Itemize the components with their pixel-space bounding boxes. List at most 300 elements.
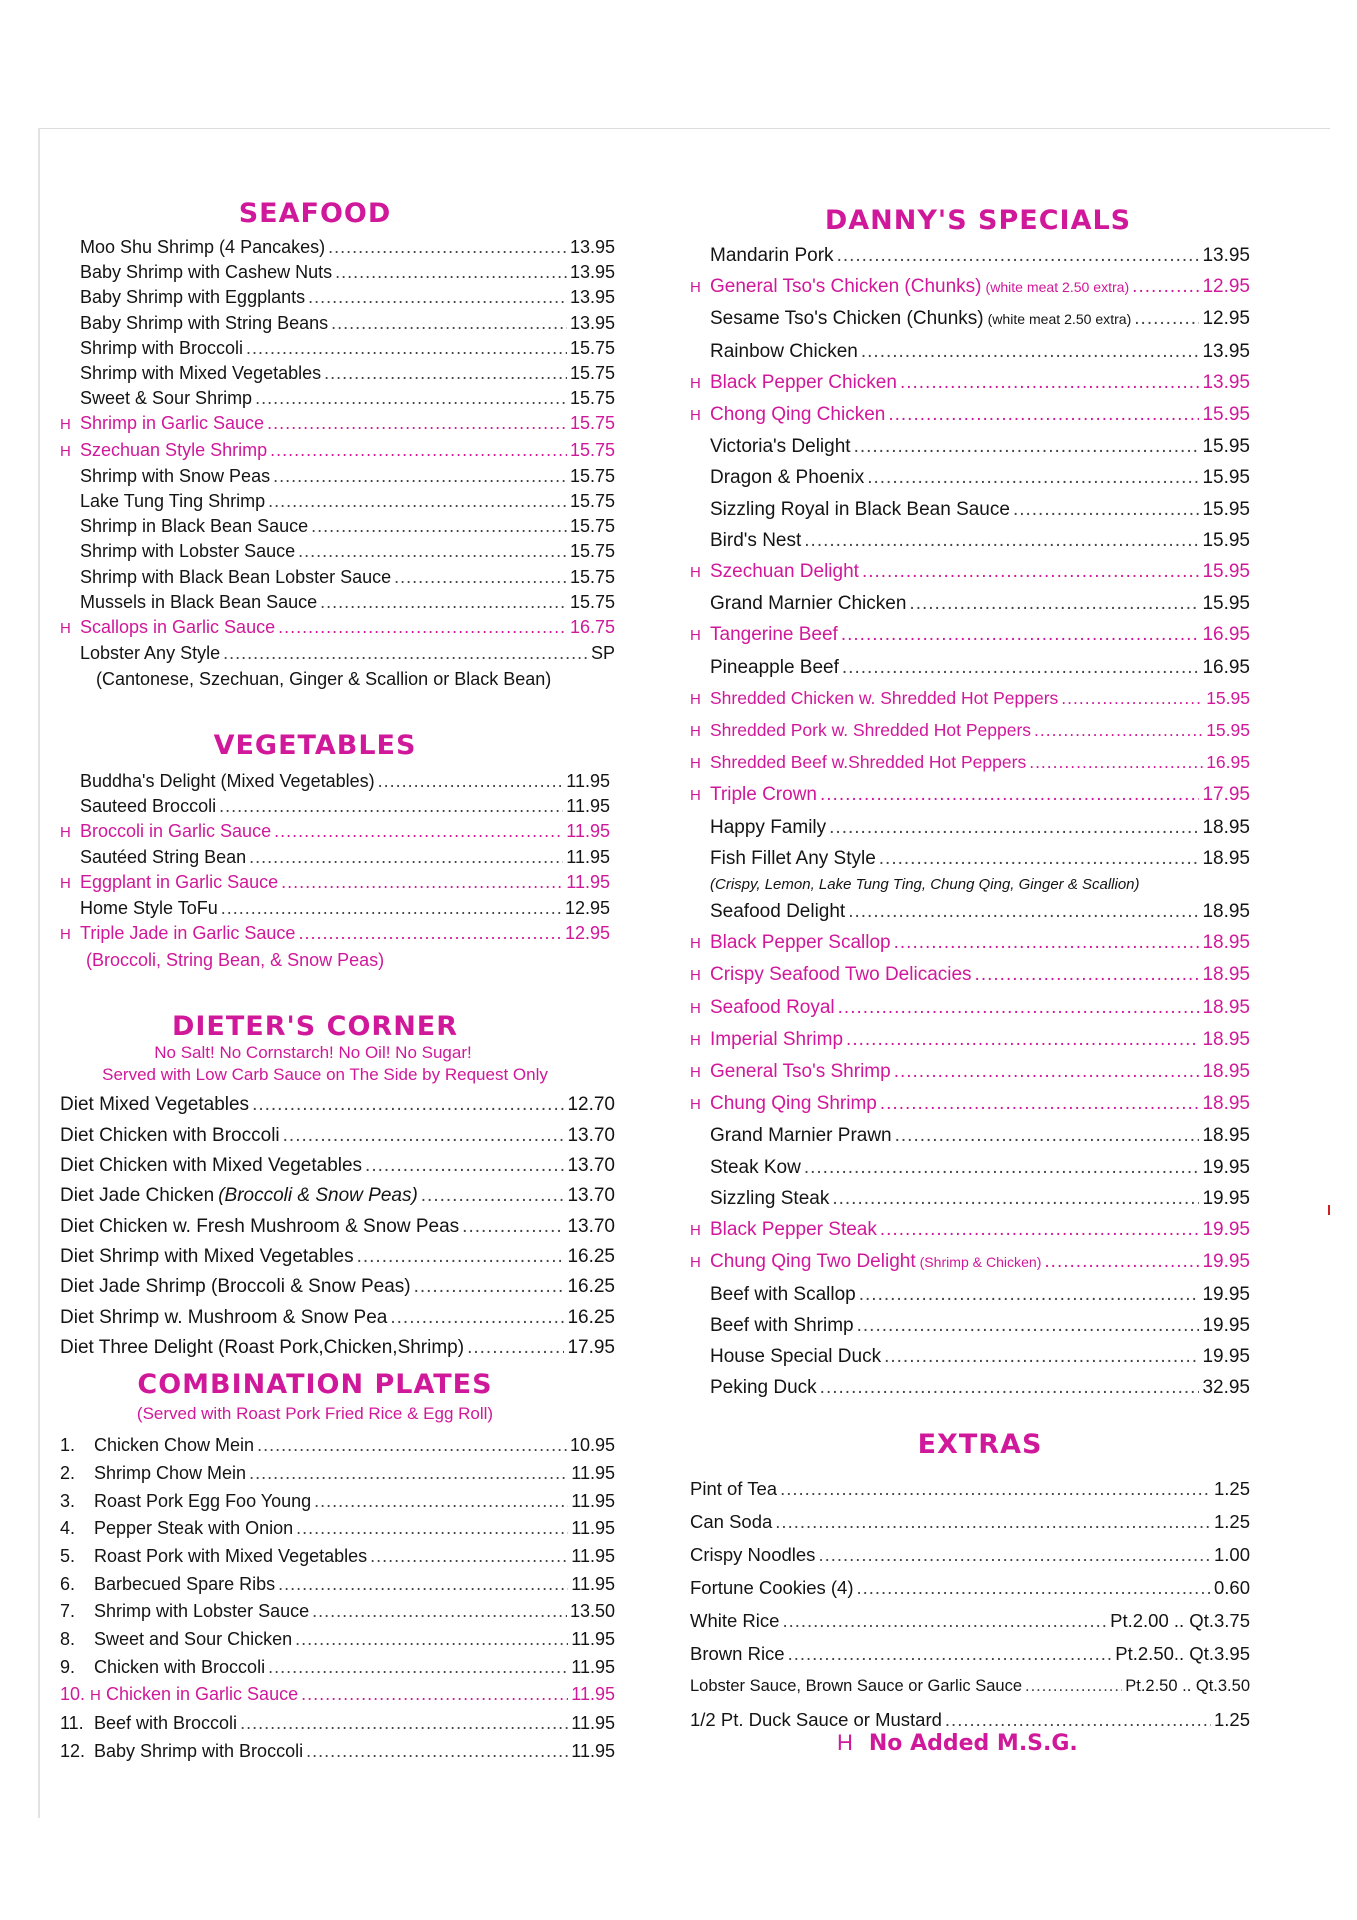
item-name: Black Pepper Steak [710, 1219, 877, 1241]
item-price: 16.95 [1202, 656, 1250, 678]
item-name: Szechuan Style Shrimp [80, 439, 268, 460]
diet-item [60, 1121, 615, 1151]
dot-leader [390, 1303, 564, 1333]
dot-leader [846, 1024, 1199, 1055]
dot-leader [249, 1460, 568, 1488]
item-price: 19.95 [1202, 1219, 1250, 1241]
item-name: Shredded Chicken w. Shredded Hot Peppers [710, 687, 1059, 708]
item-name: Diet Jade Chicken [60, 1185, 215, 1207]
seafood-item [60, 386, 615, 411]
item-price: 15.75 [569, 388, 615, 409]
special-item [690, 1279, 1250, 1310]
item-name: House Special Duck [710, 1345, 882, 1367]
item-price: 18.95 [1202, 1061, 1250, 1083]
item-price: 16.25 [567, 1306, 615, 1328]
dot-leader [829, 812, 1199, 843]
item-name: Beef with Scallop [710, 1283, 856, 1305]
combination-item [60, 1710, 615, 1738]
item-price: 11.95 [571, 1684, 615, 1705]
item-name: Rainbow Chicken [710, 340, 858, 362]
seafood-item [60, 285, 615, 310]
hot-spicy-mark: H [690, 407, 701, 425]
item-name: Steak Kow [710, 1156, 801, 1178]
item-name: Brown Rice [690, 1643, 785, 1665]
combination-item [60, 1681, 615, 1710]
special-item [690, 959, 1250, 991]
combination-list [60, 1432, 615, 1765]
dot-leader [818, 1538, 1211, 1571]
item-name: Shrimp with Mixed Vegetables [80, 363, 322, 384]
left-column [60, 198, 625, 1766]
item-number: 10. [60, 1684, 86, 1705]
extra-item [690, 1505, 1250, 1538]
dot-leader [462, 1212, 564, 1242]
dot-leader [281, 870, 563, 895]
item-name: Buddha's Delight (Mixed Vegetables) [80, 771, 375, 792]
right-column [690, 205, 1265, 1736]
dot-leader [240, 1710, 568, 1738]
item-price: 12.95 [564, 923, 610, 944]
seafood-item [60, 489, 615, 514]
seafood-item [60, 565, 615, 590]
dot-leader [308, 285, 567, 310]
item-name: Diet Shrimp with Mixed Vegetables [60, 1245, 354, 1267]
seafood-note: (Cantonese, Szechuan, Ginger & Scallion or Black Bean) [96, 669, 552, 690]
dot-leader [255, 386, 567, 411]
special-item [690, 1372, 1250, 1403]
dot-leader [856, 1571, 1211, 1604]
item-price: 11.95 [571, 1629, 615, 1650]
special-item [690, 240, 1250, 271]
extras-list [690, 1472, 1250, 1736]
dot-leader [837, 240, 1200, 271]
item-price: 13.95 [1202, 340, 1250, 362]
diet-item [60, 1333, 615, 1363]
item-name: Eggplant in Garlic Sauce [80, 872, 279, 893]
dot-leader [223, 641, 588, 666]
dot-leader [306, 1738, 568, 1766]
item-price: 15.75 [569, 363, 615, 384]
item-price: 19.95 [1202, 1251, 1250, 1273]
hot-spicy-mark: H [60, 620, 71, 638]
special-item [690, 1088, 1250, 1120]
item-price: 13.70 [567, 1185, 615, 1207]
item-name: Fortune Cookies (4) [690, 1577, 854, 1599]
hot-spicy-mark: H [690, 935, 701, 953]
dot-leader [820, 1372, 1200, 1403]
dot-leader [900, 367, 1200, 398]
item-price: 19.95 [1202, 1156, 1250, 1178]
special-item [690, 1341, 1250, 1372]
specials-list [690, 240, 1250, 1403]
item-price: 19.95 [1202, 1314, 1250, 1336]
seafood-item [60, 411, 615, 437]
dot-leader [394, 565, 567, 590]
item-price: 11.95 [571, 1545, 615, 1566]
dieters-list [60, 1090, 615, 1363]
dot-leader [909, 588, 1199, 619]
item-name: Mandarin Pork [710, 245, 834, 266]
item-name: Shredded Pork w. Shredded Hot Peppers [710, 720, 1032, 741]
special-item [690, 1246, 1250, 1278]
special-item [690, 336, 1250, 367]
item-name: General Tso's Shrimp [710, 1061, 891, 1083]
item-price: 18.95 [1202, 816, 1250, 838]
item-name: Diet Three Delight (Roast Pork,Chicken,Shrimp) [60, 1336, 465, 1358]
special-item [690, 1183, 1250, 1214]
special-item [690, 683, 1250, 715]
special-item [690, 588, 1250, 619]
dieters-heading: DIETER'S CORNER [171, 1011, 459, 1043]
dot-leader [888, 399, 1199, 430]
item-price: 15.75 [569, 541, 615, 562]
dot-leader [804, 525, 1199, 556]
dot-leader [859, 1279, 1200, 1310]
dot-leader [857, 1310, 1200, 1341]
item-name: Pepper Steak with Onion [94, 1518, 294, 1539]
item-price: 15.75 [569, 439, 615, 460]
dot-leader [283, 1121, 565, 1151]
item-name: Dragon & Phoenix [710, 467, 865, 489]
seafood-list [60, 235, 615, 666]
hot-spicy-mark: H [690, 1222, 701, 1240]
combination-item [60, 1432, 615, 1460]
item-price: 11.95 [571, 1713, 615, 1734]
combination-item [60, 1626, 615, 1654]
hot-mark: H [837, 1730, 853, 1755]
dot-leader [1013, 494, 1200, 525]
special-item [690, 652, 1250, 683]
hot-spicy-mark: H [690, 967, 701, 985]
item-name: Roast Pork Egg Foo Young [94, 1490, 312, 1511]
seafood-item [60, 514, 615, 539]
special-item [690, 1024, 1250, 1056]
combination-item [60, 1571, 615, 1599]
seafood-item [60, 361, 615, 386]
item-price: 13.95 [569, 262, 615, 283]
item-price: 15.95 [1202, 436, 1250, 458]
item-name: Shrimp with Black Bean Lobster Sauce [80, 566, 392, 587]
item-price: 1.00 [1213, 1544, 1250, 1566]
special-item [690, 494, 1250, 525]
item-price: 17.95 [567, 1336, 615, 1358]
hot-spicy-mark: H [690, 999, 701, 1017]
item-price: 11.95 [571, 1490, 615, 1511]
seafood-item [60, 539, 615, 564]
item-price: 32.95 [1202, 1377, 1250, 1399]
dot-leader [365, 1151, 564, 1181]
item-price: 13.95 [569, 237, 615, 257]
item-name: Diet Mixed Vegetables [60, 1094, 250, 1116]
dot-leader [467, 1333, 564, 1363]
item-price: 15.95 [1202, 593, 1250, 615]
item-price: 15.95 [1202, 561, 1250, 583]
dot-leader [331, 311, 567, 336]
item-price: 16.95 [1206, 752, 1250, 773]
dot-leader [301, 1681, 568, 1709]
dot-leader [267, 411, 567, 436]
seafood-item [60, 260, 615, 285]
dot-leader [268, 489, 567, 514]
hot-spicy-mark: H [90, 1687, 101, 1705]
item-price: 15.75 [569, 465, 615, 486]
dot-leader [278, 615, 567, 640]
item-price: 11.95 [571, 1518, 615, 1539]
special-item [690, 619, 1250, 651]
item-price: 11.95 [566, 872, 610, 893]
dot-leader [314, 1488, 568, 1516]
dot-leader [848, 896, 1199, 927]
item-price: 13.50 [569, 1601, 615, 1622]
extras-heading: EXTRAS [917, 1429, 1043, 1461]
item-note: (Broccoli & Snow Peas) [218, 1185, 418, 1207]
special-item [690, 399, 1250, 431]
item-number: 8. [60, 1629, 76, 1650]
item-name: Peking Duck [710, 1377, 817, 1399]
dot-leader [775, 1505, 1211, 1538]
vegetable-item [60, 870, 610, 896]
item-price: 18.95 [1202, 996, 1250, 1018]
special-item [690, 462, 1250, 493]
dot-leader [324, 361, 567, 386]
item-name: Sizzling Royal in Black Bean Sauce [710, 498, 1010, 520]
dot-leader [328, 235, 567, 260]
item-name: Diet Chicken with Mixed Vegetables [60, 1155, 363, 1177]
dot-leader [378, 769, 564, 794]
item-name: Triple Crown [710, 784, 817, 806]
hot-spicy-mark: H [690, 1064, 701, 1082]
item-number: 12. [60, 1740, 86, 1761]
special-item [690, 896, 1250, 927]
item-name: Diet Shrimp w. Mushroom & Snow Pea [60, 1306, 388, 1328]
vegetable-item [60, 845, 610, 870]
item-price: 15.75 [569, 516, 615, 537]
combination-item [60, 1654, 615, 1682]
item-name: Broccoli in Garlic Sauce [80, 821, 272, 842]
item-name: Black Pepper Chicken [710, 371, 897, 393]
item-price: 15.95 [1206, 687, 1250, 708]
dot-leader [861, 336, 1200, 367]
dot-leader [780, 1472, 1211, 1505]
seafood-item [60, 311, 615, 336]
item-price: 11.95 [571, 1462, 615, 1483]
dot-leader [1044, 1246, 1199, 1277]
item-price: 15.95 [1206, 720, 1250, 741]
item-price: 12.70 [567, 1094, 615, 1116]
diet-item [60, 1181, 615, 1211]
hot-spicy-mark: H [690, 1031, 701, 1049]
item-price: 13.95 [1202, 371, 1250, 393]
dot-leader [895, 1120, 1200, 1151]
item-price: 15.95 [1202, 404, 1250, 426]
item-price: 16.75 [569, 617, 615, 638]
special-item [690, 779, 1250, 811]
item-price: 12.95 [1202, 276, 1250, 298]
item-name: Szechuan Delight [710, 561, 859, 583]
item-price: 1.25 [1213, 1709, 1250, 1731]
item-price: 10.95 [569, 1435, 615, 1456]
special-item [690, 367, 1250, 399]
hot-spicy-mark: H [690, 374, 701, 392]
dot-leader [862, 556, 1200, 587]
vegetables-heading: VEGETABLES [213, 730, 417, 762]
dot-leader [867, 462, 1199, 493]
item-price: 11.95 [571, 1656, 615, 1677]
dot-leader [879, 843, 1200, 874]
item-name: Shrimp Chow Mein [94, 1462, 247, 1483]
item-price: 11.95 [566, 821, 610, 842]
item-price: Pt.2.50 .. Qt.3.50 [1125, 1677, 1250, 1696]
item-price: 15.75 [569, 413, 615, 434]
item-price: 0.60 [1213, 1577, 1250, 1599]
item-price: 18.95 [1202, 847, 1250, 869]
dot-leader [298, 921, 562, 946]
item-name: General Tso's Chicken (Chunks) [710, 276, 982, 298]
dieters-rule-line: No Salt! No Cornstarch! No Oil! No Sugar! [154, 1043, 472, 1063]
special-item [690, 431, 1250, 462]
item-name: Grand Marnier Chicken [710, 593, 907, 615]
seafood-item [60, 336, 615, 361]
vegetable-item [60, 921, 610, 947]
combination-item [60, 1488, 615, 1516]
item-price: 15.75 [569, 566, 615, 587]
dot-leader [975, 959, 1200, 990]
dot-leader [249, 845, 563, 870]
item-price: 12.95 [564, 898, 610, 919]
item-name: Beef with Shrimp [710, 1314, 854, 1336]
extra-item [690, 1670, 1250, 1703]
dot-leader [270, 438, 567, 463]
seafood-item [60, 590, 615, 615]
item-price: 11.95 [571, 1740, 615, 1761]
special-item [690, 927, 1250, 959]
diet-item [60, 1272, 615, 1302]
item-price: 13.95 [569, 287, 615, 308]
dot-leader [788, 1637, 1113, 1670]
item-price: 18.95 [1202, 964, 1250, 986]
item-name: Sesame Tso's Chicken (Chunks) [710, 308, 984, 330]
hot-spicy-mark: H [690, 787, 701, 805]
item-name: Lobster Any Style [80, 643, 221, 664]
item-name: Shredded Beef w.Shredded Hot Peppers [710, 752, 1027, 773]
item-name: Home Style ToFu [80, 898, 218, 919]
item-name: Sweet and Sour Chicken [94, 1629, 293, 1650]
item-name: Sweet & Sour Shrimp [80, 388, 253, 409]
special-item [690, 1152, 1250, 1183]
item-price: 16.25 [567, 1276, 615, 1298]
dot-leader [841, 619, 1200, 650]
item-name: Diet Jade Shrimp (Broccoli & Snow Peas) [60, 1276, 411, 1298]
item-note: (Shrimp & Chicken) [919, 1254, 1042, 1271]
item-price: 15.95 [1202, 467, 1250, 489]
extra-item [690, 1637, 1250, 1670]
hot-spicy-mark: H [690, 1096, 701, 1114]
item-number: 1. [60, 1435, 76, 1456]
item-price: 11.95 [566, 847, 610, 868]
item-name: Shrimp with Snow Peas [80, 465, 271, 486]
hot-spicy-mark: H [60, 926, 71, 944]
item-note: (white meat 2.50 extra) [987, 311, 1132, 328]
item-price: 19.95 [1202, 1283, 1250, 1305]
item-price: 16.95 [1202, 624, 1250, 646]
item-number: 4. [60, 1518, 76, 1539]
item-price: SP [590, 643, 615, 664]
item-price: Pt.2.50.. Qt.3.95 [1115, 1643, 1250, 1665]
item-name: Crispy Noodles [690, 1544, 816, 1566]
item-name: Chung Qing Shrimp [710, 1093, 877, 1115]
combination-subtitle: (Served with Roast Pork Fried Rice & Egg Roll) [136, 1404, 494, 1424]
dot-leader [854, 431, 1200, 462]
item-name: Sautéed String Bean [80, 847, 247, 868]
dot-leader [257, 1432, 567, 1460]
item-price: 1.25 [1213, 1511, 1250, 1533]
vegetables-list [60, 769, 610, 947]
item-price: 19.95 [1202, 1345, 1250, 1367]
item-name: Crispy Seafood Two Delicacies [710, 964, 972, 986]
seafood-item [60, 615, 615, 641]
item-price: 18.95 [1202, 1125, 1250, 1147]
item-price: 15.95 [1202, 529, 1250, 551]
item-name: Diet Chicken w. Fresh Mushroom & Snow Peas [60, 1215, 460, 1237]
item-number: 3. [60, 1490, 76, 1511]
item-name: Chicken in Garlic Sauce [106, 1684, 299, 1705]
dot-leader [1025, 1670, 1122, 1703]
special-item [690, 747, 1250, 779]
dot-leader [252, 1090, 564, 1120]
combination-item [60, 1738, 615, 1766]
dot-leader [820, 779, 1199, 810]
dot-leader [278, 1571, 568, 1599]
hot-spicy-mark: H [60, 442, 71, 460]
dot-leader [268, 1654, 568, 1682]
vegetable-item [60, 819, 610, 845]
fish-fillet-styles-note: (Crispy, Lemon, Lake Tung Ting, Chung Qing, Ginger & Scallion) [710, 876, 1140, 894]
item-name: Sizzling Steak [710, 1187, 830, 1209]
item-name: 1/2 Pt. Duck Sauce or Mustard [690, 1709, 942, 1731]
item-price: 18.95 [1202, 932, 1250, 954]
extra-item [690, 1538, 1250, 1571]
special-item [690, 1056, 1250, 1088]
dot-leader [838, 992, 1200, 1023]
item-name: Barbecued Spare Ribs [94, 1573, 276, 1594]
dot-leader [298, 539, 567, 564]
seafood-item [60, 641, 615, 666]
item-number: 6. [60, 1573, 76, 1594]
dot-leader [246, 336, 567, 361]
dot-leader [219, 794, 563, 819]
dot-leader [782, 1604, 1107, 1637]
item-name: Beef with Broccoli [94, 1713, 238, 1734]
dot-leader [894, 927, 1200, 958]
item-price: 18.95 [1202, 1028, 1250, 1050]
hot-spicy-mark: H [60, 416, 71, 434]
item-name: Roast Pork with Mixed Vegetables [94, 1545, 368, 1566]
special-item [690, 812, 1250, 843]
dot-leader [1132, 271, 1199, 302]
item-name: Seafood Delight [710, 901, 846, 923]
item-price: 15.75 [569, 591, 615, 612]
seafood-item [60, 235, 615, 260]
item-name: Pineapple Beef [710, 656, 839, 678]
item-number: 9. [60, 1656, 76, 1677]
item-price: 17.95 [1202, 784, 1250, 806]
special-item [690, 715, 1250, 747]
item-name: Chicken with Broccoli [94, 1656, 266, 1677]
extra-item [690, 1604, 1250, 1637]
dot-leader [335, 260, 567, 285]
item-price: 18.95 [1202, 1093, 1250, 1115]
item-price: 13.70 [567, 1215, 615, 1237]
